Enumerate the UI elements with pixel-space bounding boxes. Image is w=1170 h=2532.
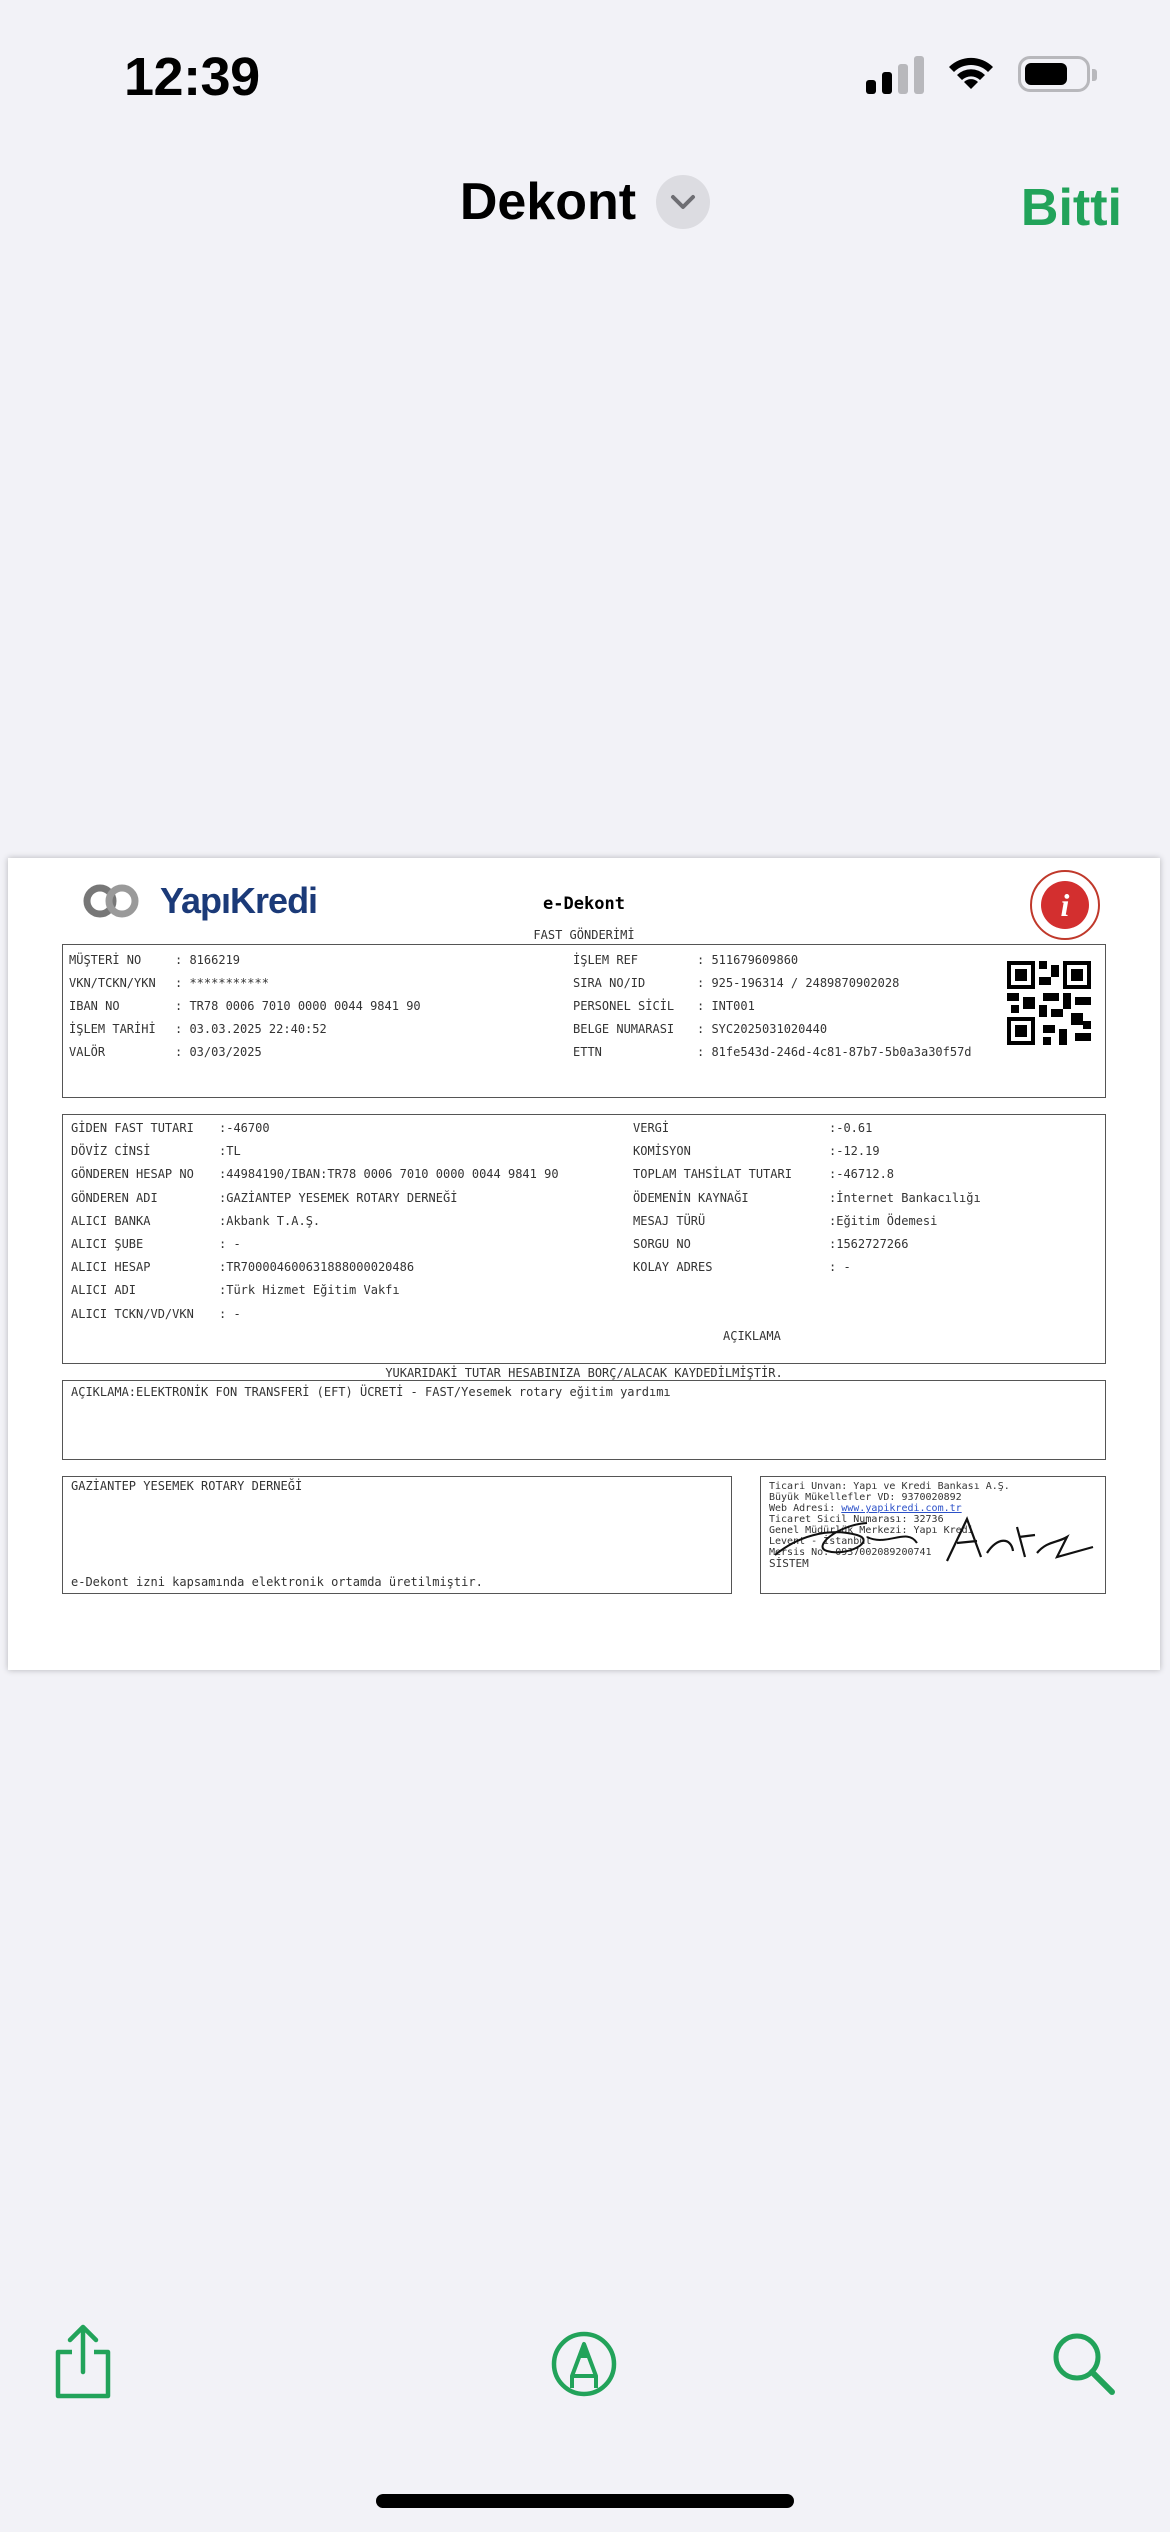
info-row [71,1283,400,1297]
info-label: SIRA NO/ID [573,976,646,990]
search-icon [1050,2330,1118,2398]
description-text: AÇIKLAMA:ELEKTRONİK FON TRANSFERİ (EFT) ÜCRETİ - FAST/Yesemek rotary eğitim yardımı [71,1385,671,1399]
sender-box-name: GAZİANTEP YESEMEK ROTARY DERNEĞİ [71,1479,303,1493]
battery-icon [1018,56,1090,92]
info-value: : - [829,1260,851,1275]
info-row [69,976,269,990]
info-label: VERGİ [633,1121,670,1135]
info-value: :-46712.8 [829,1167,895,1182]
status-icons [866,54,1090,94]
info-row [71,1167,559,1181]
info-value: :-12.19 [829,1144,880,1159]
info-row [573,976,899,990]
bank-info-web-label: Web Adresi: [769,1503,842,1514]
info-label: GİDEN FAST TUTARI [71,1121,194,1135]
info-row [71,1144,241,1158]
info-row [71,1121,270,1135]
info-label: VKN/TCKN/YKN [69,976,156,990]
info-label: TOPLAM TAHSİLAT TUTARI [633,1167,792,1182]
info-row [633,1237,908,1251]
info-value: : INT001 [697,999,755,1013]
title-menu-button[interactable] [656,175,710,229]
wifi-icon [946,55,996,93]
bank-website-link[interactable]: www.yapikredi.com.tr [841,1503,962,1514]
info-row [71,1260,414,1274]
info-value: : 511679609860 [697,953,799,967]
bank-info-line: Ticaret Sicil Numarası: 32736 [769,1514,944,1525]
bank-info-line: SİSTEM [769,1557,809,1570]
info-value: : - [219,1237,241,1251]
info-label: BELGE NUMARASI [573,1022,675,1036]
info-row [71,1307,241,1321]
bank-info-line: Mersis No: 0937002089200741 [769,1547,932,1558]
info-value: : SYC2025031020440 [697,1022,828,1036]
info-row [573,1045,972,1059]
info-label: ALICI TCKN/VD/VKN [71,1306,194,1321]
info-label: ÖDEMENİN KAYNAĞI [633,1190,749,1205]
markup-button[interactable] [548,2328,620,2400]
qr-code [1007,961,1091,1045]
info-value: : *********** [175,976,269,990]
info-label: GÖNDEREN ADI [71,1190,158,1205]
info-label: IBAN NO [69,999,120,1013]
info-value: :Akbank T.A.Ş. [219,1213,321,1228]
share-icon [52,2324,114,2400]
bank-info-line: Levent - İstanbul [769,1536,872,1547]
info-label: VALÖR [69,1045,106,1059]
info-value: :-46700 [219,1121,270,1135]
sender-box-footer: e-Dekont izni kapsamında elektronik ortamda üretilmiştir. [71,1575,483,1589]
info-row [633,1144,880,1158]
info-label: ALICI ŞUBE [71,1237,144,1251]
status-time: 12:39 [124,47,260,107]
info-row [573,953,798,967]
handwritten-signature [767,1507,1103,1570]
info-label: ETTN [573,1045,602,1059]
info-value: :İnternet Bankacılığı [829,1190,981,1205]
seal-letter-icon: i [1041,881,1089,929]
info-value: :Eğitim Ödemesi [829,1213,938,1228]
info-value: :TL [219,1144,241,1159]
info-label: PERSONEL SİCİL [573,999,675,1013]
chevron-down-icon [669,193,697,211]
aciklama-heading: AÇIKLAMA [723,1329,781,1343]
home-indicator [376,2494,794,2508]
info-label: DÖVİZ CİNSİ [71,1144,151,1159]
done-button[interactable]: Bitti [1020,179,1122,237]
info-value: : 03.03.2025 22:40:52 [175,1022,327,1036]
info-row [69,953,240,967]
bank-logo-text: YapıKredi [160,880,318,921]
bank-info-line: Büyük Mükellefler VD: 9370020892 [769,1492,962,1503]
bank-info-box [760,1476,1106,1594]
info-value: :-0.61 [829,1121,873,1135]
info-value: : - [219,1306,241,1321]
info-row [71,1237,241,1251]
info-row [633,1191,981,1205]
certification-seal [1030,870,1100,940]
info-row [69,999,421,1013]
info-label: KOMİSYON [633,1144,691,1159]
info-row [69,1022,327,1036]
description-box [62,1380,1106,1460]
header-info-box [62,944,1106,1098]
info-row [71,1214,320,1228]
bank-info-line: Genel Müdürlük Merkezi: Yapı Kredi [769,1525,974,1536]
sender-box [62,1476,732,1594]
info-value: :1562727266 [829,1237,909,1251]
info-label: MESAJ TÜRÜ [633,1213,706,1228]
search-button[interactable] [1048,2328,1120,2400]
info-row [71,1191,457,1205]
receipt-subtitle: FAST GÖNDERİMİ [533,928,635,942]
receipt-title: e-Dekont [543,894,625,914]
info-row [633,1167,894,1181]
info-label: GÖNDEREN HESAP NO [71,1167,194,1182]
info-row [633,1260,851,1274]
receipt-document [8,858,1160,1670]
info-value: :44984190/IBAN:TR78 0006 7010 0000 0044 9841 90 [219,1167,559,1182]
transaction-details-box [62,1114,1106,1364]
document-title: Dekont [459,173,637,231]
info-value: :Türk Hizmet Eğitim Vakfı [219,1283,400,1298]
info-value: :TR700004600631888000020486 [219,1260,415,1275]
info-value: : 03/03/2025 [175,1045,262,1059]
markup-icon [550,2330,618,2398]
signal-icon [866,54,924,94]
ledger-notice: YUKARIDAKİ TUTAR HESABINIZA BORÇ/ALACAK KAYDEDİLMİŞTİR. [385,1366,783,1380]
info-label: MÜŞTERİ NO [69,953,142,967]
info-row [573,1022,827,1036]
info-row [69,1045,262,1059]
share-button[interactable] [50,2322,116,2402]
info-value: :GAZİANTEP YESEMEK ROTARY DERNEĞİ [219,1190,458,1205]
info-row [633,1214,937,1228]
info-label: KOLAY ADRES [633,1260,713,1275]
bank-info-line: Ticari Unvan: Yapı ve Kredi Bankası A.Ş. [769,1481,1010,1492]
info-label: ALICI HESAP [71,1260,151,1275]
info-label: ALICI ADI [71,1283,137,1298]
info-value: : TR78 0006 7010 0000 0044 9841 90 [175,999,421,1013]
info-value: : 81fe543d-246d-4c81-87b7-5b0a3a30f57d [697,1045,972,1059]
info-label: SORGU NO [633,1237,691,1251]
info-row [633,1121,872,1135]
info-label: ALICI BANKA [71,1213,151,1228]
info-label: İŞLEM TARİHİ [69,1022,156,1036]
info-value: : 8166219 [175,953,241,967]
info-value: : 925-196314 / 2489870902028 [697,976,900,990]
nav-title-group[interactable] [0,172,1170,232]
info-row [573,999,755,1013]
info-label: İŞLEM REF [573,953,639,967]
